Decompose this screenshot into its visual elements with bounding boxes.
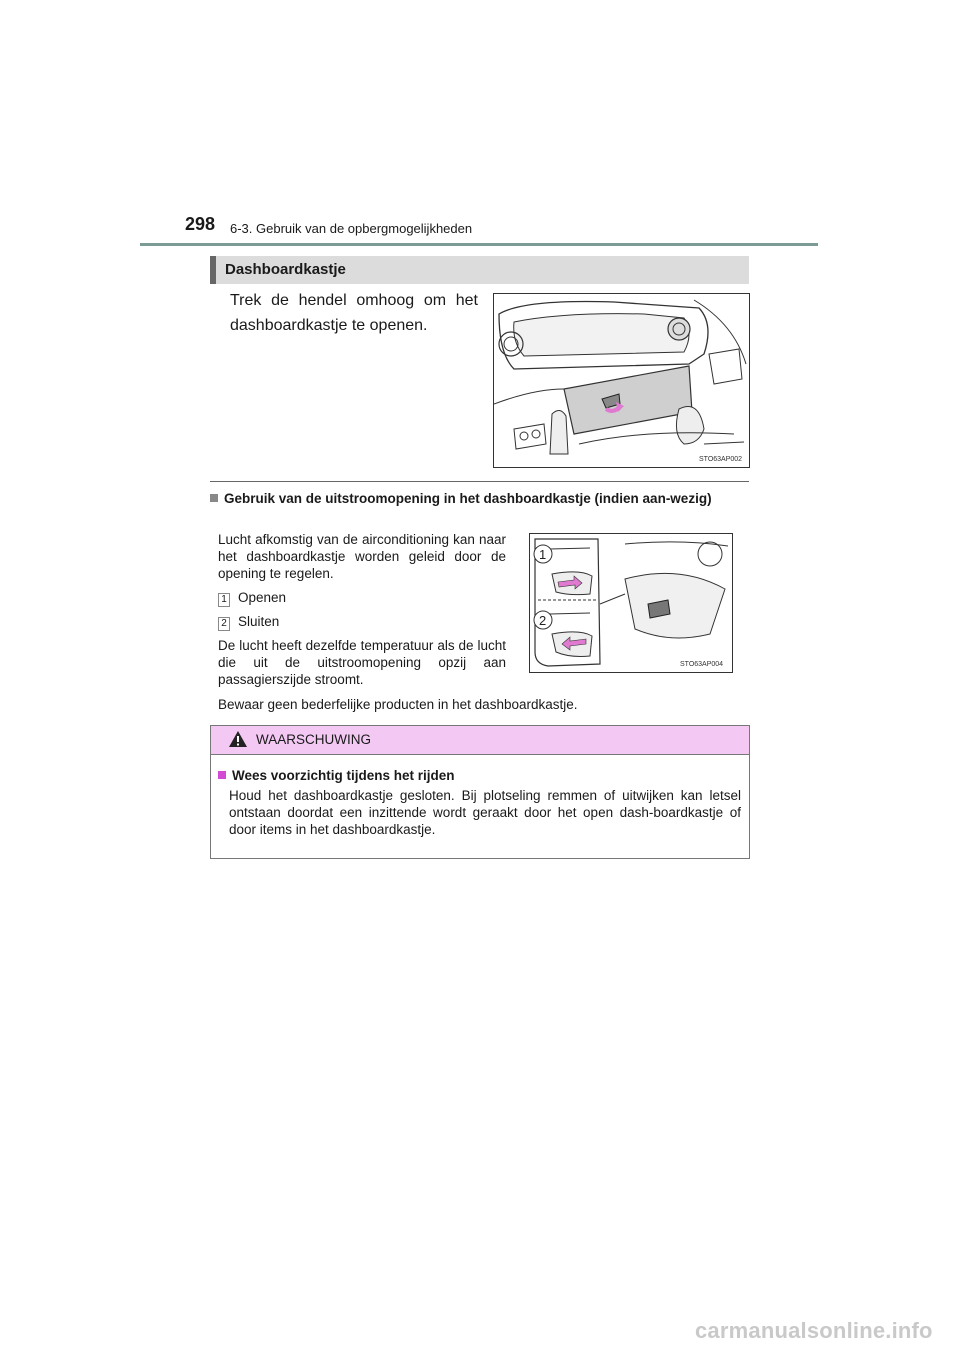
subsection-title: Gebruik van de uitstroomopening in het dashboardkastje (indien aan-wezig) xyxy=(224,491,712,506)
warning-box xyxy=(210,725,750,859)
subsection-heading xyxy=(210,489,748,508)
section-heading-bar xyxy=(210,256,749,284)
warning-subheading-text: Wees voorzichtig tijdens het rijden xyxy=(232,768,455,783)
glovebox-illustration xyxy=(494,294,749,467)
section-title: 6-3. Gebruik van de opbergmogelijkheden xyxy=(230,221,473,236)
subsection-body: Lucht afkomstig van de airconditioning kan naar het dashboardkastje worden geleid door de opening te regelen. xyxy=(218,532,506,581)
figure-code: STO63AP004 xyxy=(680,661,724,668)
warning-triangle-icon xyxy=(228,730,248,748)
page-number: 298 xyxy=(185,214,216,234)
callout-1: 1 xyxy=(539,547,547,562)
vent-illustration xyxy=(530,534,732,672)
section-divider xyxy=(210,481,749,482)
step-item xyxy=(218,590,286,607)
header-rule xyxy=(140,243,818,246)
warning-subheading xyxy=(218,768,455,783)
glovebox-figure xyxy=(493,293,750,468)
warning-body: Houd het dashboardkastje gesloten. Bij plotseling remmen of uitwijken kan letsel ontstaan doordat een inzittende wordt geraakt door het open dash-boardkastje of door items in het dashboardkastje. xyxy=(229,788,741,837)
bullet-square-icon xyxy=(210,494,218,502)
step-label: Sluiten xyxy=(238,614,280,629)
vent-figure xyxy=(529,533,733,673)
temperature-note: De lucht heeft dezelfde temperatuur als de lucht die uit de uitstroomopening opzij aan passagierszijde stroomt. xyxy=(218,638,506,687)
intro-text: Trek de hendel omhoog om het dashboardkastje te openen. xyxy=(230,292,478,334)
step-number: 2 xyxy=(218,617,230,631)
watermark: carmanualsonline.info xyxy=(695,1318,933,1343)
callout-2: 2 xyxy=(539,613,547,628)
step-label: Openen xyxy=(238,590,287,605)
bullet-square-icon xyxy=(218,771,226,779)
warning-label: WAARSCHUWING xyxy=(256,732,371,747)
storage-note: Bewaar geen bederfelijke producten in het dashboardkastje. xyxy=(218,697,578,712)
section-heading: Dashboardkastje xyxy=(225,261,346,278)
step-item xyxy=(218,614,279,631)
figure-code: STO63AP002 xyxy=(699,456,743,463)
warning-header xyxy=(211,726,749,755)
heading-accent xyxy=(210,256,216,284)
step-number: 1 xyxy=(218,593,230,607)
